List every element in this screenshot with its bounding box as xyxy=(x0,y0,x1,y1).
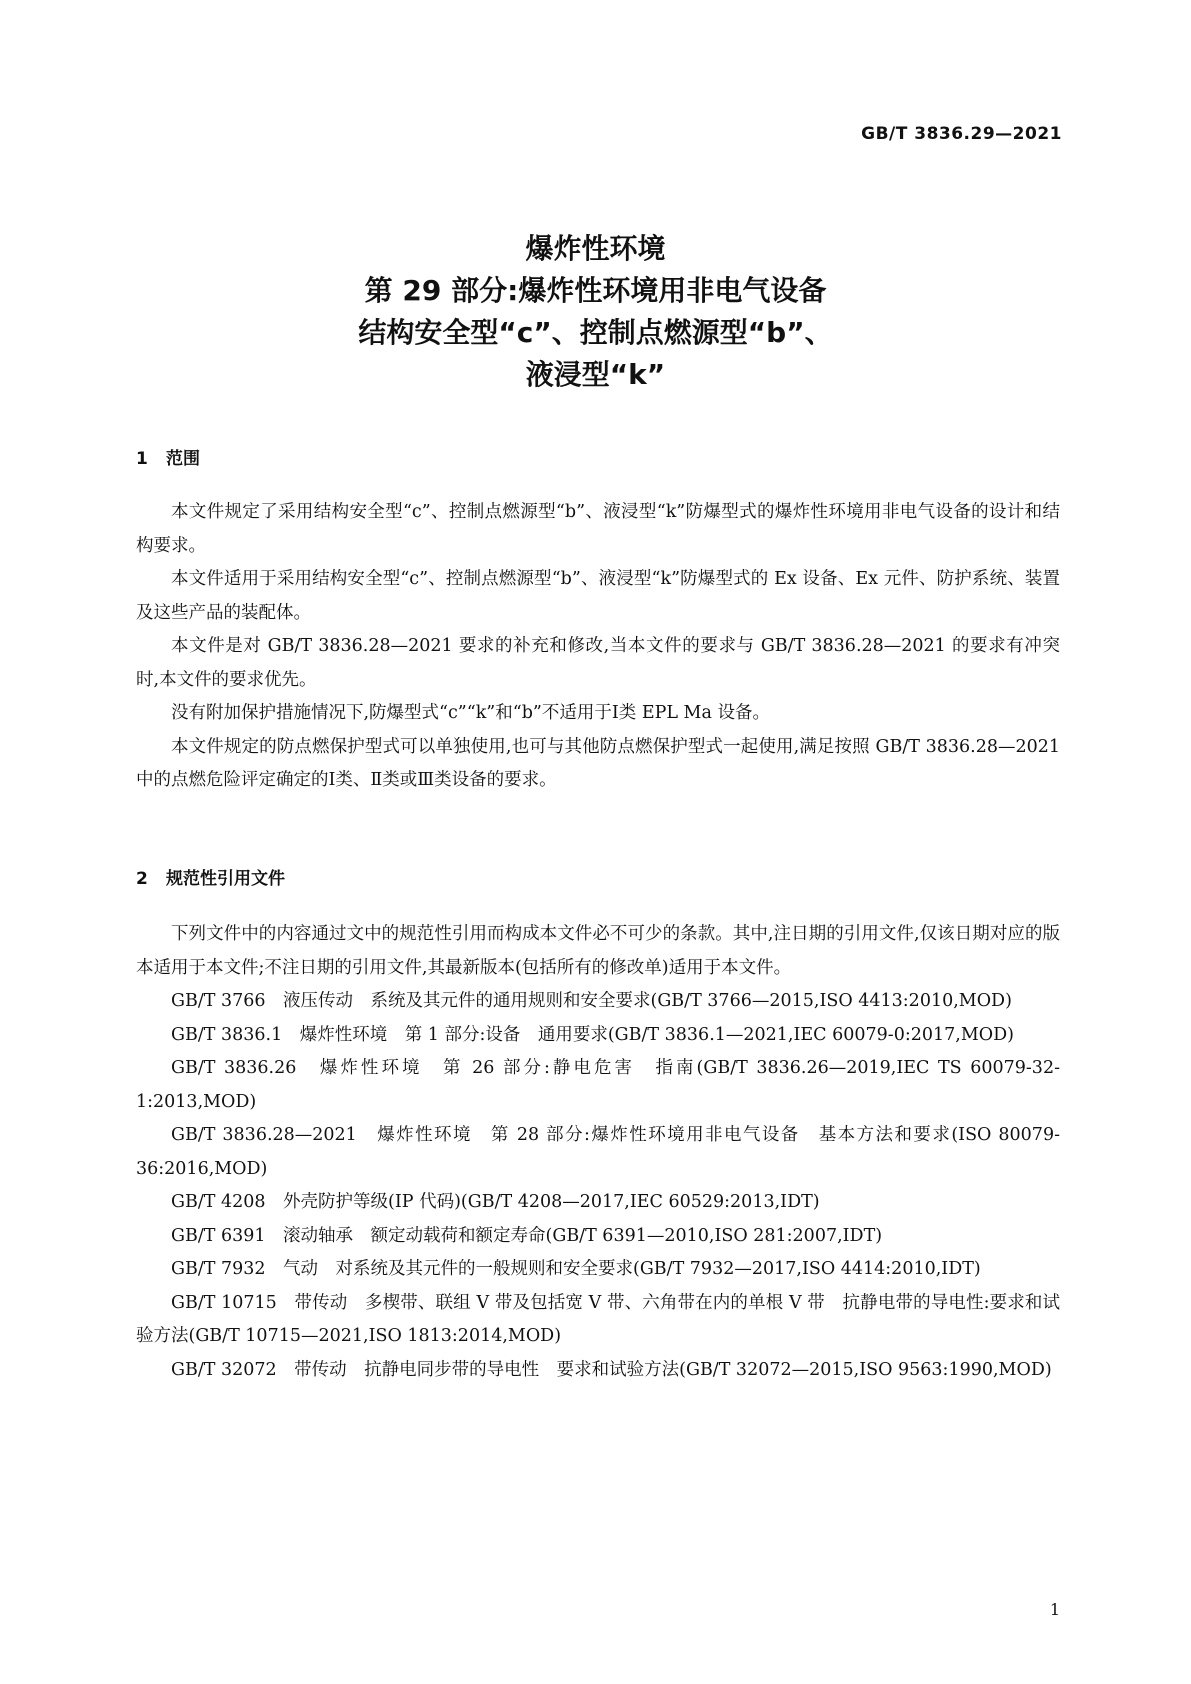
reference-item: GB/T 3766 液压传动 系统及其元件的通用规则和安全要求(GB/T 3766—2015,ISO 4413:2010,MOD) xyxy=(171,991,1012,1011)
reference-item: GB/T 10715 带传动 多楔带、联组 V 带及包括宽 V 带、六角带在内的单根 V 带 抗静电带的导电性:要求和试验方法(GB/T 10715—2021,ISO 1813:2014,MOD) xyxy=(136,1292,1060,1346)
title-line-4: 液浸型“k” xyxy=(525,358,666,391)
reference-item: GB/T 4208 外壳防护等级(IP 代码)(GB/T 4208—2017,IEC 60529:2013,IDT) xyxy=(171,1192,820,1212)
title-line-2: 第 29 部分:爆炸性环境用非电气设备 xyxy=(364,274,827,307)
section-1-heading xyxy=(136,444,200,469)
reference-item: GB/T 3836.1 爆炸性环境 第 1 部分:设备 通用要求(GB/T 3836.1—2021,IEC 60079-0:2017,MOD) xyxy=(171,1024,1014,1045)
standard-code: GB/T 3836.29—2021 xyxy=(861,124,1062,144)
reference-item: GB/T 3836.28—2021 爆炸性环境 第 28 部分:爆炸性环境用非电气设备 基本方法和要求(ISO 80079-36:2016,MOD) xyxy=(136,1125,1060,1179)
reference-item: GB/T 3836.26 爆炸性环境 第 26 部分:静电危害 指南(GB/T 3836.26—2019,IEC TS 60079-32-1:2013,MOD) xyxy=(136,1058,1060,1112)
section-2-body xyxy=(136,918,1060,1387)
title-line-3: 结构安全型“c”、控制点燃源型“b”、 xyxy=(358,316,833,349)
document-title xyxy=(0,228,1191,396)
page-number: 1 xyxy=(1049,1600,1060,1619)
title-line-1: 爆炸性环境 xyxy=(525,232,666,265)
reference-item: GB/T 32072 带传动 抗静电同步带的导电性 要求和试验方法(GB/T 32072—2015,ISO 9563:1990,MOD) xyxy=(171,1359,1052,1380)
paragraph: 下列文件中的内容通过文中的规范性引用而构成本文件必不可少的条款。其中,注日期的引用文件,仅该日期对应的版本适用于本文件;不注日期的引用文件,其最新版本(包括所有的修改单)适用于本文件。 xyxy=(136,924,1060,978)
paragraph: 本文件适用于采用结构安全型“c”、控制点燃源型“b”、液浸型“k”防爆型式的 Ex 设备、Ex 元件、防护系统、装置及这些产品的装配体。 xyxy=(136,569,1060,623)
section-2-number: 2 xyxy=(136,869,148,889)
reference-item: GB/T 7932 气动 对系统及其元件的一般规则和安全要求(GB/T 7932—2017,ISO 4414:2010,IDT) xyxy=(171,1259,981,1279)
paragraph: 本文件规定了采用结构安全型“c”、控制点燃源型“b”、液浸型“k”防爆型式的爆炸性环境用非电气设备的设计和结构要求。 xyxy=(136,502,1060,556)
paragraph: 没有附加保护措施情况下,防爆型式“c”“k”和“b”不适用于Ⅰ类 EPL Ma 设备。 xyxy=(171,703,770,723)
section-1-body xyxy=(136,496,1060,798)
section-1-number: 1 xyxy=(136,449,148,469)
reference-item: GB/T 6391 滚动轴承 额定动载荷和额定寿命(GB/T 6391—2010,ISO 281:2007,IDT) xyxy=(171,1225,883,1246)
paragraph: 本文件规定的防点燃保护型式可以单独使用,也可与其他防点燃保护型式一起使用,满足按照 GB/T 3836.28—2021 中的点燃危险评定确定的Ⅰ类、Ⅱ类或Ⅲ类设备的要求。 xyxy=(136,736,1060,790)
section-1-title: 范围 xyxy=(166,449,200,469)
section-2-title: 规范性引用文件 xyxy=(166,869,285,889)
section-2-heading xyxy=(136,864,285,889)
paragraph: 本文件是对 GB/T 3836.28—2021 要求的补充和修改,当本文件的要求与 GB/T 3836.28—2021 的要求有冲突时,本文件的要求优先。 xyxy=(136,636,1060,690)
